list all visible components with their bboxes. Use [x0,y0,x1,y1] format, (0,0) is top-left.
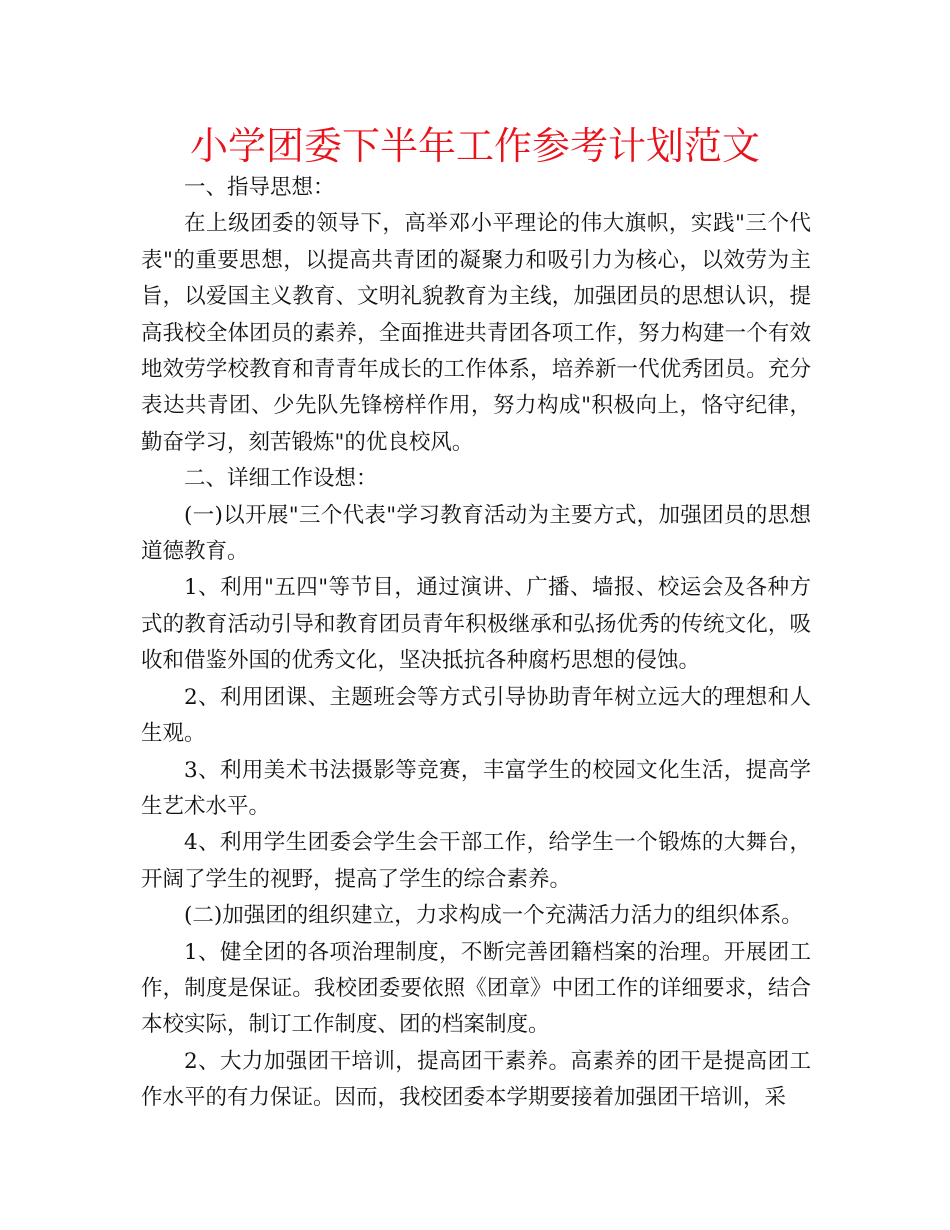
list-item: 3、利用美术书法摄影等竞赛，丰富学生的校园文化生活，提高学生艺术水平。 [141,757,811,819]
subsection-heading: (一)以开展"三个代表"学习教育活动为主要方式，加强团员的思想道德教育。 [141,502,811,565]
body-paragraph: 在上级团委的领导下，高举邓小平理论的伟大旗帜，实践"三个代表"的重要思想，以提高共青团的凝聚力和吸引力为核心，以效劳为主旨，以爱国主义教育、文明礼貌教育为主线，加强团员的思想认识，提高我校全体团员的素养，全面推进共青团各项工作，努力构建一个有效地效劳学校教育和青青年成长的工作体系，培养新一代优秀团员。充分表达共青团、少先队先锋榜样作用，努力构成"积极向上，恪守纪律，勤奋学习，刻苦锻炼"的优良校风。 [141,211,811,455]
subsection-heading: (二)加强团的组织建立，力求构成一个充满活力活力的组织体系。 [184,903,803,929]
list-item: 4、利用学生团委会学生会干部工作，给学生一个锻炼的大舞台，开阔了学生的视野，提高了学生的综合素养。 [141,830,811,892]
section-heading-work-plan: 二、详细工作设想： [184,466,378,492]
list-item: 2、利用团课、主题班会等方式引导协助青年树立远大的理想和人生观。 [141,684,811,747]
section-heading-guiding-ideology: 一、指导思想： [184,175,335,200]
document-body [141,170,811,1117]
list-item: 1、利用"五四"等节目，通过演讲、广播、墙报、校运会及各种方式的教育活动引导和教育团员青年积极继承和弘扬优秀的传统文化，吸收和借鉴外国的优秀文化，坚决抵抗各种腐朽思想的侵蚀。 [141,575,811,674]
list-item: 2、大力加强团干培训，提高团干素养。高素养的团干是提高团工作水平的有力保证。因而，我校团委本学期要接着加强团干培训，采 [141,1048,811,1111]
list-item: 1、健全团的各项治理制度，不断完善团籍档案的治理。开展团工作，制度是保证。我校团委要依照《团章》中团工作的详细要求，结合本校实际，制订工作制度、团的档案制度。 [141,939,811,1038]
document-title: 小学团委下半年工作参考计划范文 [189,124,760,168]
